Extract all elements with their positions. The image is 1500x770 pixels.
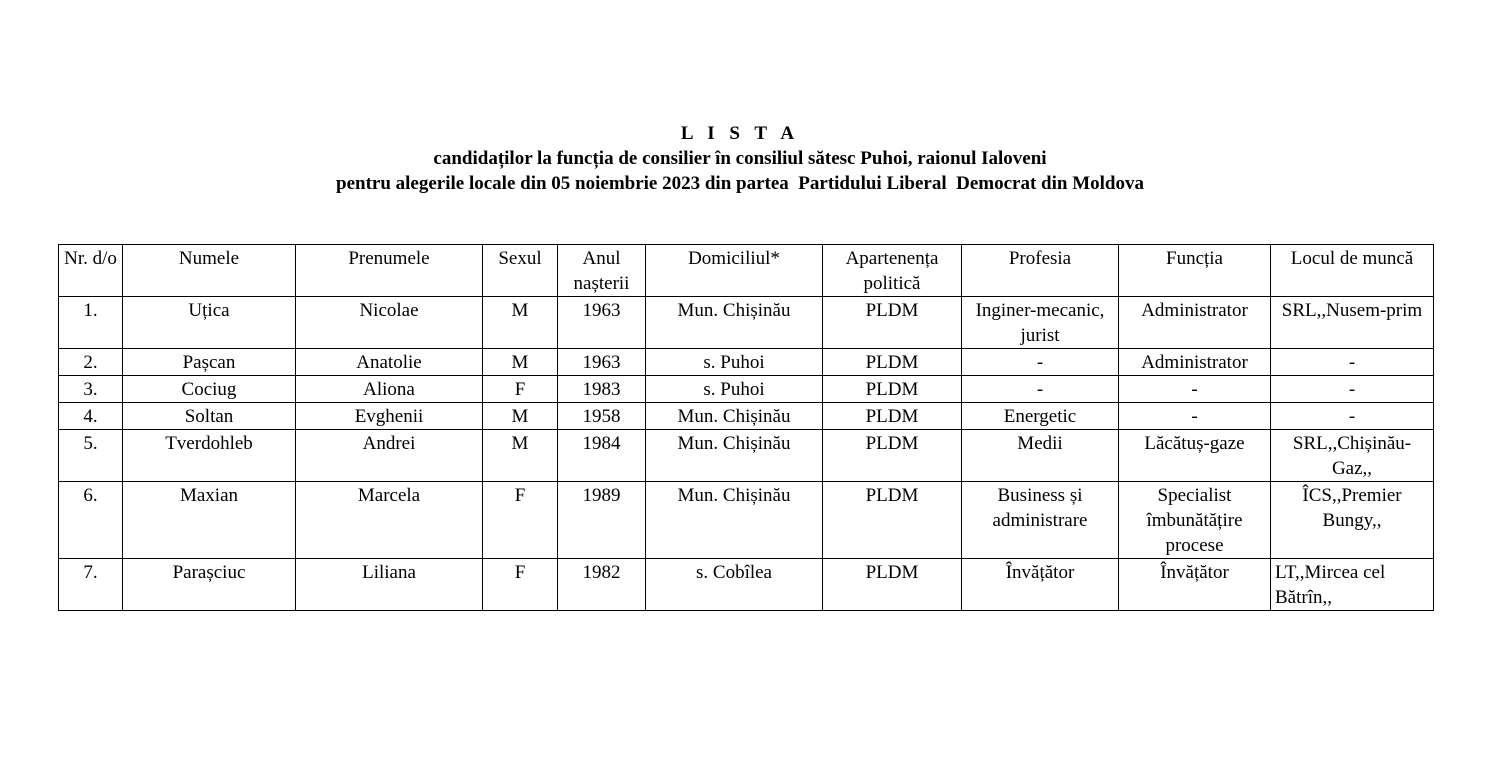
cell-anul: 1984 bbox=[558, 430, 646, 482]
header-apartenenta: Apartenența politică bbox=[823, 245, 962, 297]
cell-apartenenta: PLDM bbox=[823, 297, 962, 349]
cell-functia: - bbox=[1119, 376, 1271, 403]
cell-apartenenta: PLDM bbox=[823, 430, 962, 482]
table-row bbox=[59, 297, 1434, 349]
cell-functia: - bbox=[1119, 403, 1271, 430]
cell-profesia: Business și administrare bbox=[962, 482, 1119, 559]
cell-nr: 3. bbox=[59, 376, 123, 403]
cell-functia: Specialist îmbunătățire procese bbox=[1119, 482, 1271, 559]
cell-numele: Maxian bbox=[123, 482, 296, 559]
cell-sexul: F bbox=[483, 376, 558, 403]
cell-apartenenta: PLDM bbox=[823, 482, 962, 559]
header-anul: Anul nașterii bbox=[558, 245, 646, 297]
cell-domiciliul: Mun. Chișinău bbox=[646, 297, 823, 349]
cell-anul: 1989 bbox=[558, 482, 646, 559]
cell-anul: 1958 bbox=[558, 403, 646, 430]
document-title: L I S T A bbox=[680, 123, 800, 144]
header-nr: Nr. d/o bbox=[59, 245, 123, 297]
cell-sexul: M bbox=[483, 403, 558, 430]
cell-numele: Uțica bbox=[123, 297, 296, 349]
cell-nr: 5. bbox=[59, 430, 123, 482]
document-subtitle-line2: pentru alegerile locale din 05 noiembrie 2023 din partea Partidului Liberal Democrat din Moldova bbox=[336, 173, 1144, 194]
cell-numele: Cociug bbox=[123, 376, 296, 403]
cell-sexul: M bbox=[483, 430, 558, 482]
cell-sexul: F bbox=[483, 482, 558, 559]
table-row bbox=[59, 403, 1434, 430]
cell-profesia: Medii bbox=[962, 430, 1119, 482]
cell-nr: 1. bbox=[59, 297, 123, 349]
cell-locul: ÎCS,,Premier Bungy,, bbox=[1271, 482, 1434, 559]
document-subtitle-line1: candidaților la funcția de consilier în consiliul sătesc Puhoi, raionul Ialoveni bbox=[433, 148, 1047, 169]
cell-nr: 7. bbox=[59, 559, 123, 611]
cell-nr: 2. bbox=[59, 349, 123, 376]
cell-locul: - bbox=[1271, 349, 1434, 376]
cell-prenumele: Anatolie bbox=[296, 349, 483, 376]
header-functia: Funcția bbox=[1119, 245, 1271, 297]
cell-numele: Pașcan bbox=[123, 349, 296, 376]
cell-profesia: Inginer-mecanic, jurist bbox=[962, 297, 1119, 349]
table-header-row bbox=[59, 245, 1434, 297]
cell-profesia: - bbox=[962, 376, 1119, 403]
cell-locul: - bbox=[1271, 376, 1434, 403]
header-sexul: Sexul bbox=[483, 245, 558, 297]
cell-profesia: Energetic bbox=[962, 403, 1119, 430]
cell-locul: - bbox=[1271, 403, 1434, 430]
cell-apartenenta: PLDM bbox=[823, 559, 962, 611]
cell-numele: Soltan bbox=[123, 403, 296, 430]
cell-prenumele: Andrei bbox=[296, 430, 483, 482]
header-prenumele: Prenumele bbox=[296, 245, 483, 297]
cell-profesia: Învățător bbox=[962, 559, 1119, 611]
cell-prenumele: Aliona bbox=[296, 376, 483, 403]
table-row bbox=[59, 376, 1434, 403]
cell-apartenenta: PLDM bbox=[823, 349, 962, 376]
cell-sexul: F bbox=[483, 559, 558, 611]
cell-functia: Administrator bbox=[1119, 349, 1271, 376]
cell-prenumele: Nicolae bbox=[296, 297, 483, 349]
header-locul: Locul de muncă bbox=[1271, 245, 1434, 297]
cell-locul: SRL,,Nusem-prim bbox=[1271, 297, 1434, 349]
cell-numele: Parașciuc bbox=[123, 559, 296, 611]
cell-apartenenta: PLDM bbox=[823, 403, 962, 430]
cell-domiciliul: Mun. Chișinău bbox=[646, 430, 823, 482]
cell-sexul: M bbox=[483, 297, 558, 349]
cell-functia: Lăcătuș-gaze bbox=[1119, 430, 1271, 482]
header-profesia: Profesia bbox=[962, 245, 1119, 297]
cell-anul: 1963 bbox=[558, 349, 646, 376]
cell-anul: 1983 bbox=[558, 376, 646, 403]
cell-domiciliul: Mun. Chișinău bbox=[646, 482, 823, 559]
document-heading bbox=[0, 121, 1480, 196]
table-row bbox=[59, 430, 1434, 482]
cell-prenumele: Liliana bbox=[296, 559, 483, 611]
cell-nr: 6. bbox=[59, 482, 123, 559]
candidates-table bbox=[58, 244, 1434, 611]
cell-locul: SRL,,Chișinău-Gaz,, bbox=[1271, 430, 1434, 482]
cell-prenumele: Marcela bbox=[296, 482, 483, 559]
cell-anul: 1982 bbox=[558, 559, 646, 611]
cell-functia: Învățător bbox=[1119, 559, 1271, 611]
cell-numele: Tverdohleb bbox=[123, 430, 296, 482]
cell-apartenenta: PLDM bbox=[823, 376, 962, 403]
cell-domiciliul: Mun. Chișinău bbox=[646, 403, 823, 430]
cell-domiciliul: s. Puhoi bbox=[646, 349, 823, 376]
table-row bbox=[59, 349, 1434, 376]
cell-sexul: M bbox=[483, 349, 558, 376]
header-numele: Numele bbox=[123, 245, 296, 297]
cell-domiciliul: s. Cobîlea bbox=[646, 559, 823, 611]
cell-anul: 1963 bbox=[558, 297, 646, 349]
table-row bbox=[59, 482, 1434, 559]
cell-nr: 4. bbox=[59, 403, 123, 430]
cell-locul: LT,,Mircea cel Bătrîn,, bbox=[1271, 559, 1434, 611]
table-row bbox=[59, 559, 1434, 611]
cell-functia: Administrator bbox=[1119, 297, 1271, 349]
cell-prenumele: Evghenii bbox=[296, 403, 483, 430]
cell-profesia: - bbox=[962, 349, 1119, 376]
header-domiciliul: Domiciliul* bbox=[646, 245, 823, 297]
cell-domiciliul: s. Puhoi bbox=[646, 376, 823, 403]
